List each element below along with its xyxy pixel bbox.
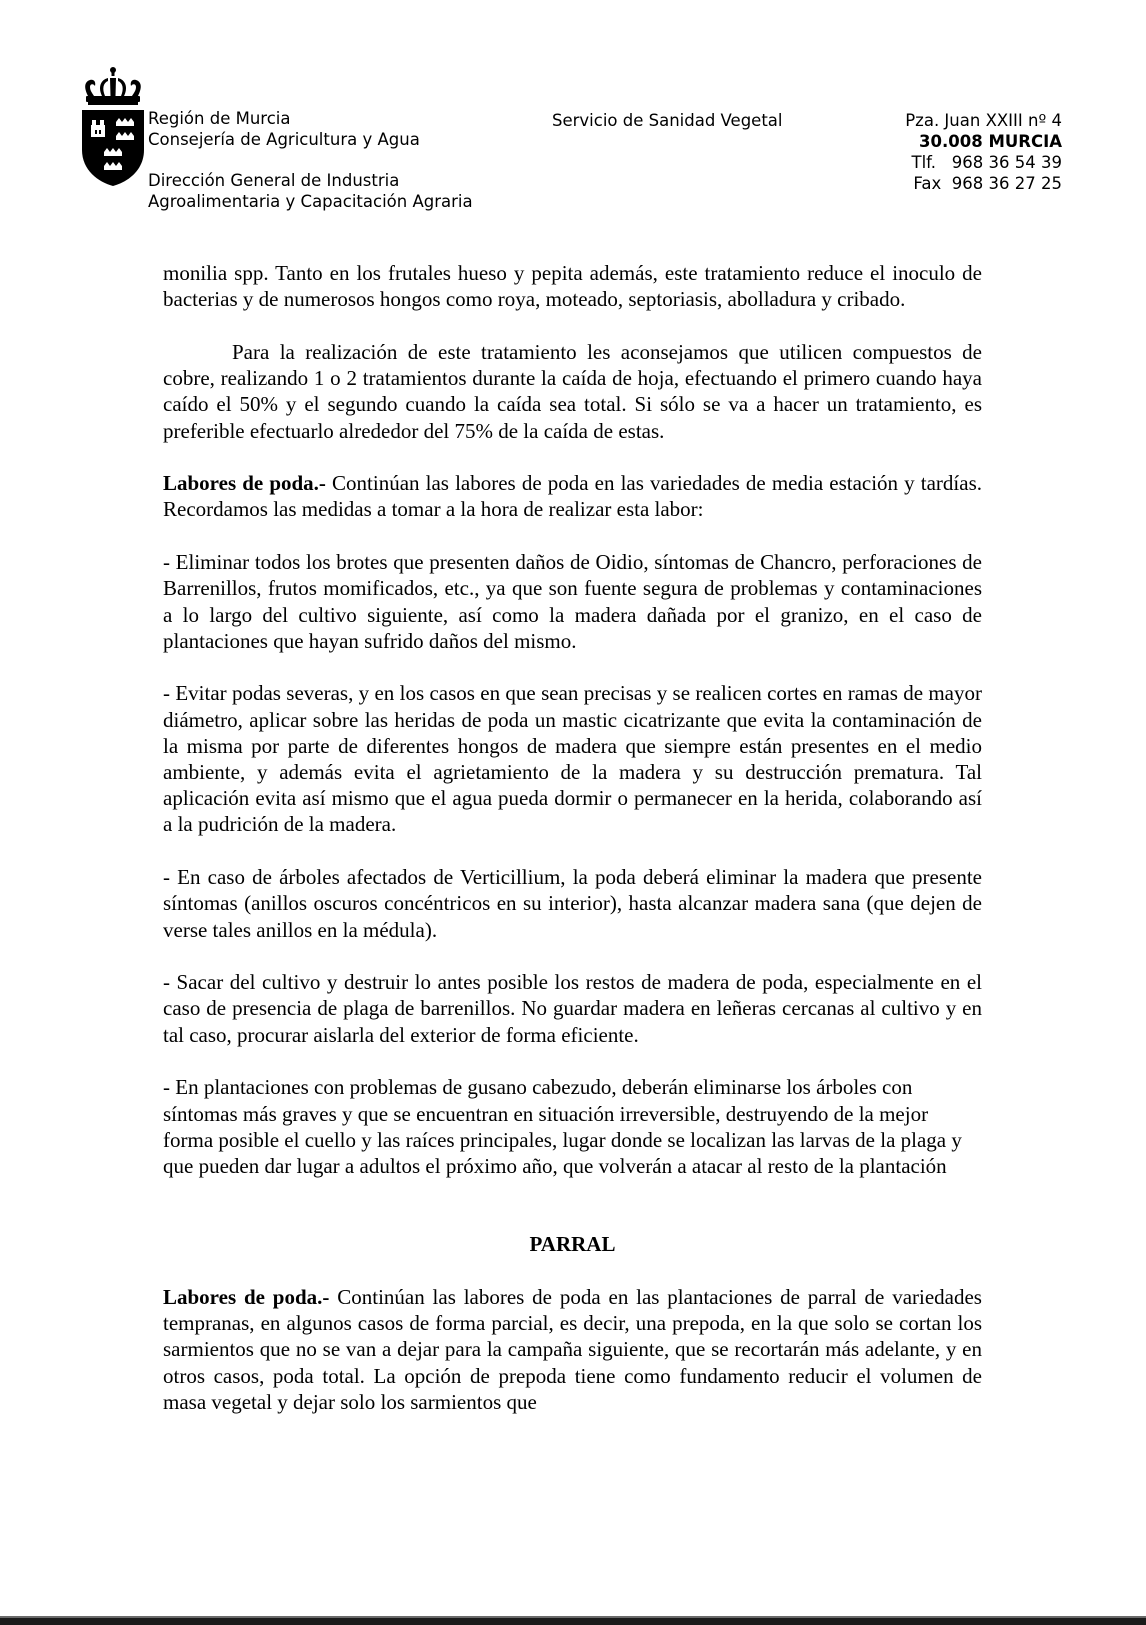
document-body xyxy=(163,260,982,1441)
header-contact xyxy=(905,110,1062,194)
paragraph-pruning-intro xyxy=(163,470,982,522)
parral-pruning-text: Continúan las labores de poda en las plantaciones de parral de variedades tempranas, en algunos casos de forma parcial, es decir, una prepoda, en la que solo se cortan los sarmientos que no se van a dejar para la campaña siguiente, que se recortarán más adelante, y en otros casos, poda total. La opción de prepoda tiene como fundamento reducir el volumen de masa vegetal y dejar solo los sarmientos que xyxy=(163,1284,982,1414)
phone-line xyxy=(905,152,1062,173)
fax-line xyxy=(905,173,1062,194)
paragraph-copper-treatment: Para la realización de este tratamiento les aconsejamos que utilicen compuestos de cobre, realizando 1 o 2 tratamientos durante la caída de hoja, efectuando el primero cuando haya caído el 50% y el segundo cuando la caída sea total. Si sólo se va a hacer un tratamiento, es preferible efectuarlo alrededor del 75% de la caída de estas. xyxy=(163,339,982,443)
org-name: Región de Murcia xyxy=(148,109,291,128)
bullet-gusano-cabezudo: - En plantaciones con problemas de gusano cabezudo, deberán eliminarse los árboles con síntomas más graves y que se encuentran en situación irreversible, destruyendo de la mejor forma posible el cuello y las raíces principales, lugar donde se localizan las larvas de la plaga y que pueden dar lugar a adultos el próximo año, que volverán a atacar al resto de la plantación xyxy=(163,1075,962,1178)
bullet-verticillium: - En caso de árboles afectados de Verticillium, la poda deberá eliminar la madera que presente síntomas (anillos oscuros concéntricos en su interior), hasta alcanzar madera sana (que dejen de verse tales anillos en la médula). xyxy=(163,865,982,942)
region-murcia-crest-icon xyxy=(80,66,146,190)
org-department: Consejería de Agricultura y Agua xyxy=(148,130,420,149)
bullet-remove-shoots: - Eliminar todos los brotes que presenten daños de Oidio, síntomas de Chancro, perforaciones de Barrenillos, frutos momificados, etc., ya que son fuente segura de problemas y contaminaciones a lo largo del cultivo siguiente, así como la madera dañada por el granizo, en el caso de plantaciones que hayan sufrido daños del mismo. xyxy=(163,550,982,653)
phone-label: Tlf. xyxy=(911,153,937,172)
section-title-parral: PARRAL xyxy=(529,1232,616,1257)
phone-number: 968 36 54 39 xyxy=(951,153,1062,172)
bullet-remove-wood: - Sacar del cultivo y destruir lo antes posible los restos de madera de poda, especialmente en el caso de presencia de plaga de barrenillos. No guardar madera en leñeras cercanas al cultivo y en tal caso, procurar aislarla del exterior de forma eficiente. xyxy=(163,970,982,1047)
city: 30.008 MURCIA xyxy=(919,132,1062,151)
header-organization xyxy=(148,108,473,212)
directorate-line-2: Agroalimentaria y Capacitación Agraria xyxy=(148,192,473,211)
paragraph-parral-pruning xyxy=(163,1284,982,1415)
paragraph-monilia: monilia spp. Tanto en los frutales hueso y pepita además, este tratamiento reduce el inoculo de bacterias y de numerosos hongos como roya, moteado, septoriasis, abolladura y cribado. xyxy=(163,261,982,312)
directorate-line-1: Dirección General de Industria xyxy=(148,171,400,190)
fax-label: Fax xyxy=(913,174,942,193)
parral-pruning-label: Labores de poda.- xyxy=(163,1284,330,1309)
address: Pza. Juan XXIII nº 4 xyxy=(905,111,1062,130)
pruning-intro-text: Continúan las labores de poda en las variedades de media estación y tardías. Recordamos las medidas a tomar a la hora de realizar esta labor: xyxy=(163,471,982,522)
page-bottom-edge xyxy=(0,1616,1146,1625)
header-service: Servicio de Sanidad Vegetal xyxy=(552,111,783,130)
bullet-avoid-severe-pruning: - Evitar podas severas, y en los casos en que sean precisas y se realicen cortes en ramas de mayor diámetro, aplicar sobre las heridas de poda un mastic cicatrizante que evita la contaminación de la misma por parte de diferentes hongos de madera que siempre están presentes en el medio ambiente, y además evita el agrietamiento de la madera y su destrucción prematura. Tal aplicación evita así mismo que el agua pueda dormir o permanecer en la herida, colaborando así a la pudrición de la madera. xyxy=(163,681,982,837)
pruning-label: Labores de poda.- xyxy=(163,471,326,496)
fax-number: 968 36 27 25 xyxy=(951,174,1062,193)
